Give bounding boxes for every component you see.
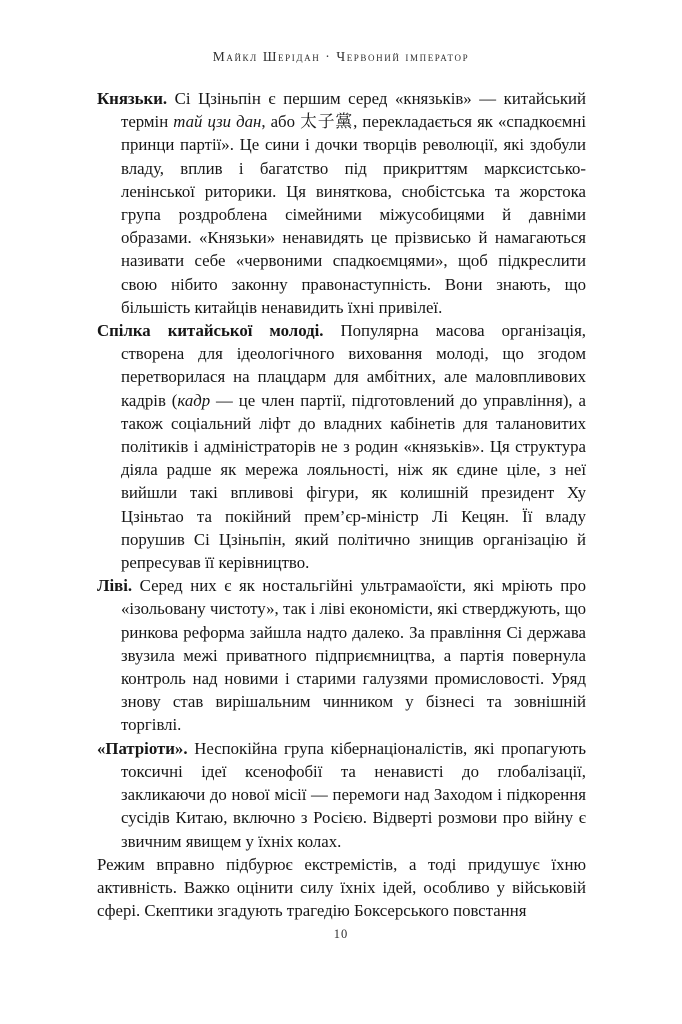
glossary-entry	[97, 319, 586, 574]
entry-text-italic: кадр	[177, 390, 211, 410]
entry-text: Популярна масова організація, створена для ідеологічного виховання молоді, що згодом перетворилася на плацдарм для амбітних, але маловпливових кадрів (	[121, 321, 586, 410]
glossary-entry	[97, 737, 586, 853]
body-text-block	[97, 87, 586, 922]
entry-term: Князьки.	[97, 89, 168, 108]
glossary-entry	[97, 87, 586, 319]
entry-text: Сі Цзіньпін є першим серед «князьків» — китайський термін	[121, 89, 586, 132]
page-number: 10	[333, 927, 349, 941]
entry-text: Режим вправно підбурює екстремістів, а тоді придушує їхню активність. Важко оцінити силу їхніх ідей, особливо у військовій сфері. Скептики згадують трагедію Боксерського повстання	[97, 854, 586, 921]
running-header: Майкл Шерідан · Червоний імператор	[212, 49, 470, 64]
glossary-entry	[97, 574, 586, 736]
entry-text: , або 太子黨, перекладається як «спадкоємні принци партії». Це сини і дочки творців революції, які здобули владу, вплив і багатство під прикриттям марксистсько-ленінської риторики. Ця виняткова, снобістська та жорстока група роздроблена сімейними міжусобицями й давніми образами. «Князьки» ненавидять це прізвисько й намагаються називати себе «червоними спадкоємцями», щоб підкреслити свою нібито законну правонаступність. Вони знають, що більшість китайців ненавидить їхні привілеї.	[121, 112, 586, 317]
entry-text-italic: тай цзи дан	[173, 112, 262, 132]
entry-term: «Патріоти».	[97, 738, 188, 758]
entry-text: Неспокійна група кібернаціоналістів, які пропагують токсичні ідеї ксенофобії та ненависті до глобалізації, закликаючи до нової місії — перемоги над Заходом і підкорення сусідів Китаю, включно з Росією. Відверті розмови про війну є звичним явищем у їхніх колах.	[121, 738, 586, 851]
body-paragraph	[97, 853, 586, 923]
entry-text: — це член партії, підготовлений до управління), а також соціальний ліфт до владних кабінетів для талановитих політиків і адміністраторів не з родин «князьків». Ця структура діяла радше як мережа лояльності, ніж як єдине ціле, з неї вийшли такі впливові фігури, як колишній президент Ху Цзіньтао та покійний прем’єр-міністр Лі Кецян. Її владу порушив Сі Цзіньпін, який політично знищив організацію й репресував її керівництво.	[121, 390, 586, 573]
entry-text: Серед них є як ностальгійні ультрамаоїсти, які мріють про «ізольовану чистоту», так і ліві економісти, які стверджують, що ринкова реформа зайшла надто далеко. За правління Сі держава звузила межі приватного підприємництва, а партія повернула контроль над новими і старими галузями промисловості. Уряд знову став вирішальним чинником у бізнесі та зовнішній торгівлі.	[121, 576, 586, 735]
entry-term: Спілка китайської молоді.	[97, 321, 324, 341]
entry-term: Ліві.	[97, 576, 133, 596]
